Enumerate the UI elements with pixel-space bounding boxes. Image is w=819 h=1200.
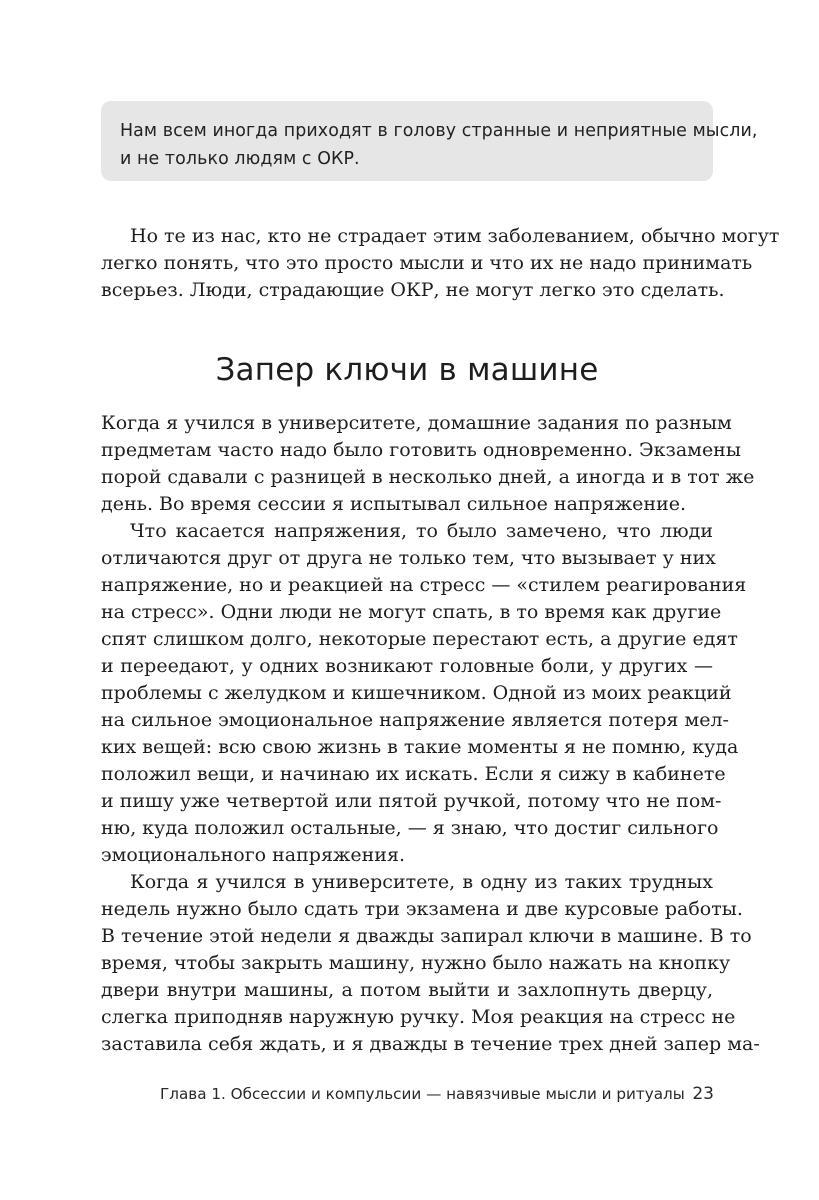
text-line: отличаются друг от друга не только тем, что вызывает у них (101, 547, 716, 569)
text-line: положил вещи, и начинаю их искать. Если я сижу в кабинете (101, 763, 726, 785)
callout-line: и не только людям с ОКР. (120, 149, 360, 169)
text-line: заставила себя ждать, и я дважды в течение трех дней запер ма- (101, 1033, 760, 1055)
text-line: день. Во время сессии я испытывал сильное напряжение. (101, 493, 687, 515)
text-line: двери внутри машины, а потом выйти и захлопнуть дверцу, (101, 979, 713, 1001)
text-line: ких вещей: всю свою жизнь в такие моменты я не помню, куда (101, 736, 739, 758)
running-footer: Глава 1. Обсессии и компульсии — навязчивые мысли и ритуалы (160, 1085, 685, 1103)
text-line: на стресс». Одни люди не могут спать, в то время как другие (101, 601, 722, 623)
text-line: на сильное эмоциональное напряжение является потеря мел- (101, 709, 729, 731)
text-line: недель нужно было сдать три экзамена и две курсовые работы. (101, 898, 743, 920)
text-line: ню, куда положил остальные, — я знаю, что достиг сильного (101, 817, 719, 839)
page-number: 23 (692, 1084, 714, 1104)
text-line: и пишу уже четвертой или пятой ручкой, потому что не пом- (101, 790, 722, 812)
text-line: предметам часто надо было готовить одновременно. Экзамены (101, 439, 741, 461)
text-line: напряжение, но и реакцией на стресс — «стилем реагирования (101, 574, 747, 596)
text-line: спят слишком долго, некоторые перестают есть, а другие едят (101, 628, 738, 650)
callout-box (101, 101, 758, 181)
text-line: время, чтобы закрыть машину, нужно было нажать на кнопку (101, 952, 731, 974)
text-line: В течение этой недели я дважды запирал ключи в машине. В то (101, 925, 752, 947)
text-line: всерьез. Люди, страдающие ОКР, не могут легко это сделать. (101, 279, 725, 301)
text-line: Что касается напряжения, то было замечено, что люди (130, 520, 713, 542)
text-line: и переедают, у одних возникают головные боли, у других — (101, 655, 713, 677)
text-line: легко понять, что это просто мысли и что их не надо принимать (101, 252, 753, 274)
text-line: проблемы с желудком и кишечником. Одной из моих реакций (101, 682, 732, 704)
text-line: Когда я учился в университете, в одну из таких трудных (130, 871, 713, 893)
text-line: Но те из нас, кто не страдает этим заболеванием, обычно могут (130, 225, 780, 247)
text-line: слегка приподняв наружную ручку. Моя реакция на стресс не (101, 1006, 736, 1028)
text-line: порой сдавали с разницей в несколько дней, а иногда и в тот же (101, 466, 755, 488)
callout-line: Нам всем иногда приходят в голову странные и неприятные мысли, (120, 121, 758, 141)
text-line: Когда я учился в университете, домашние задания по разным (101, 412, 732, 434)
text-line: эмоционального напряжения. (101, 844, 405, 866)
section-heading: Запер ключи в машине (215, 352, 599, 388)
